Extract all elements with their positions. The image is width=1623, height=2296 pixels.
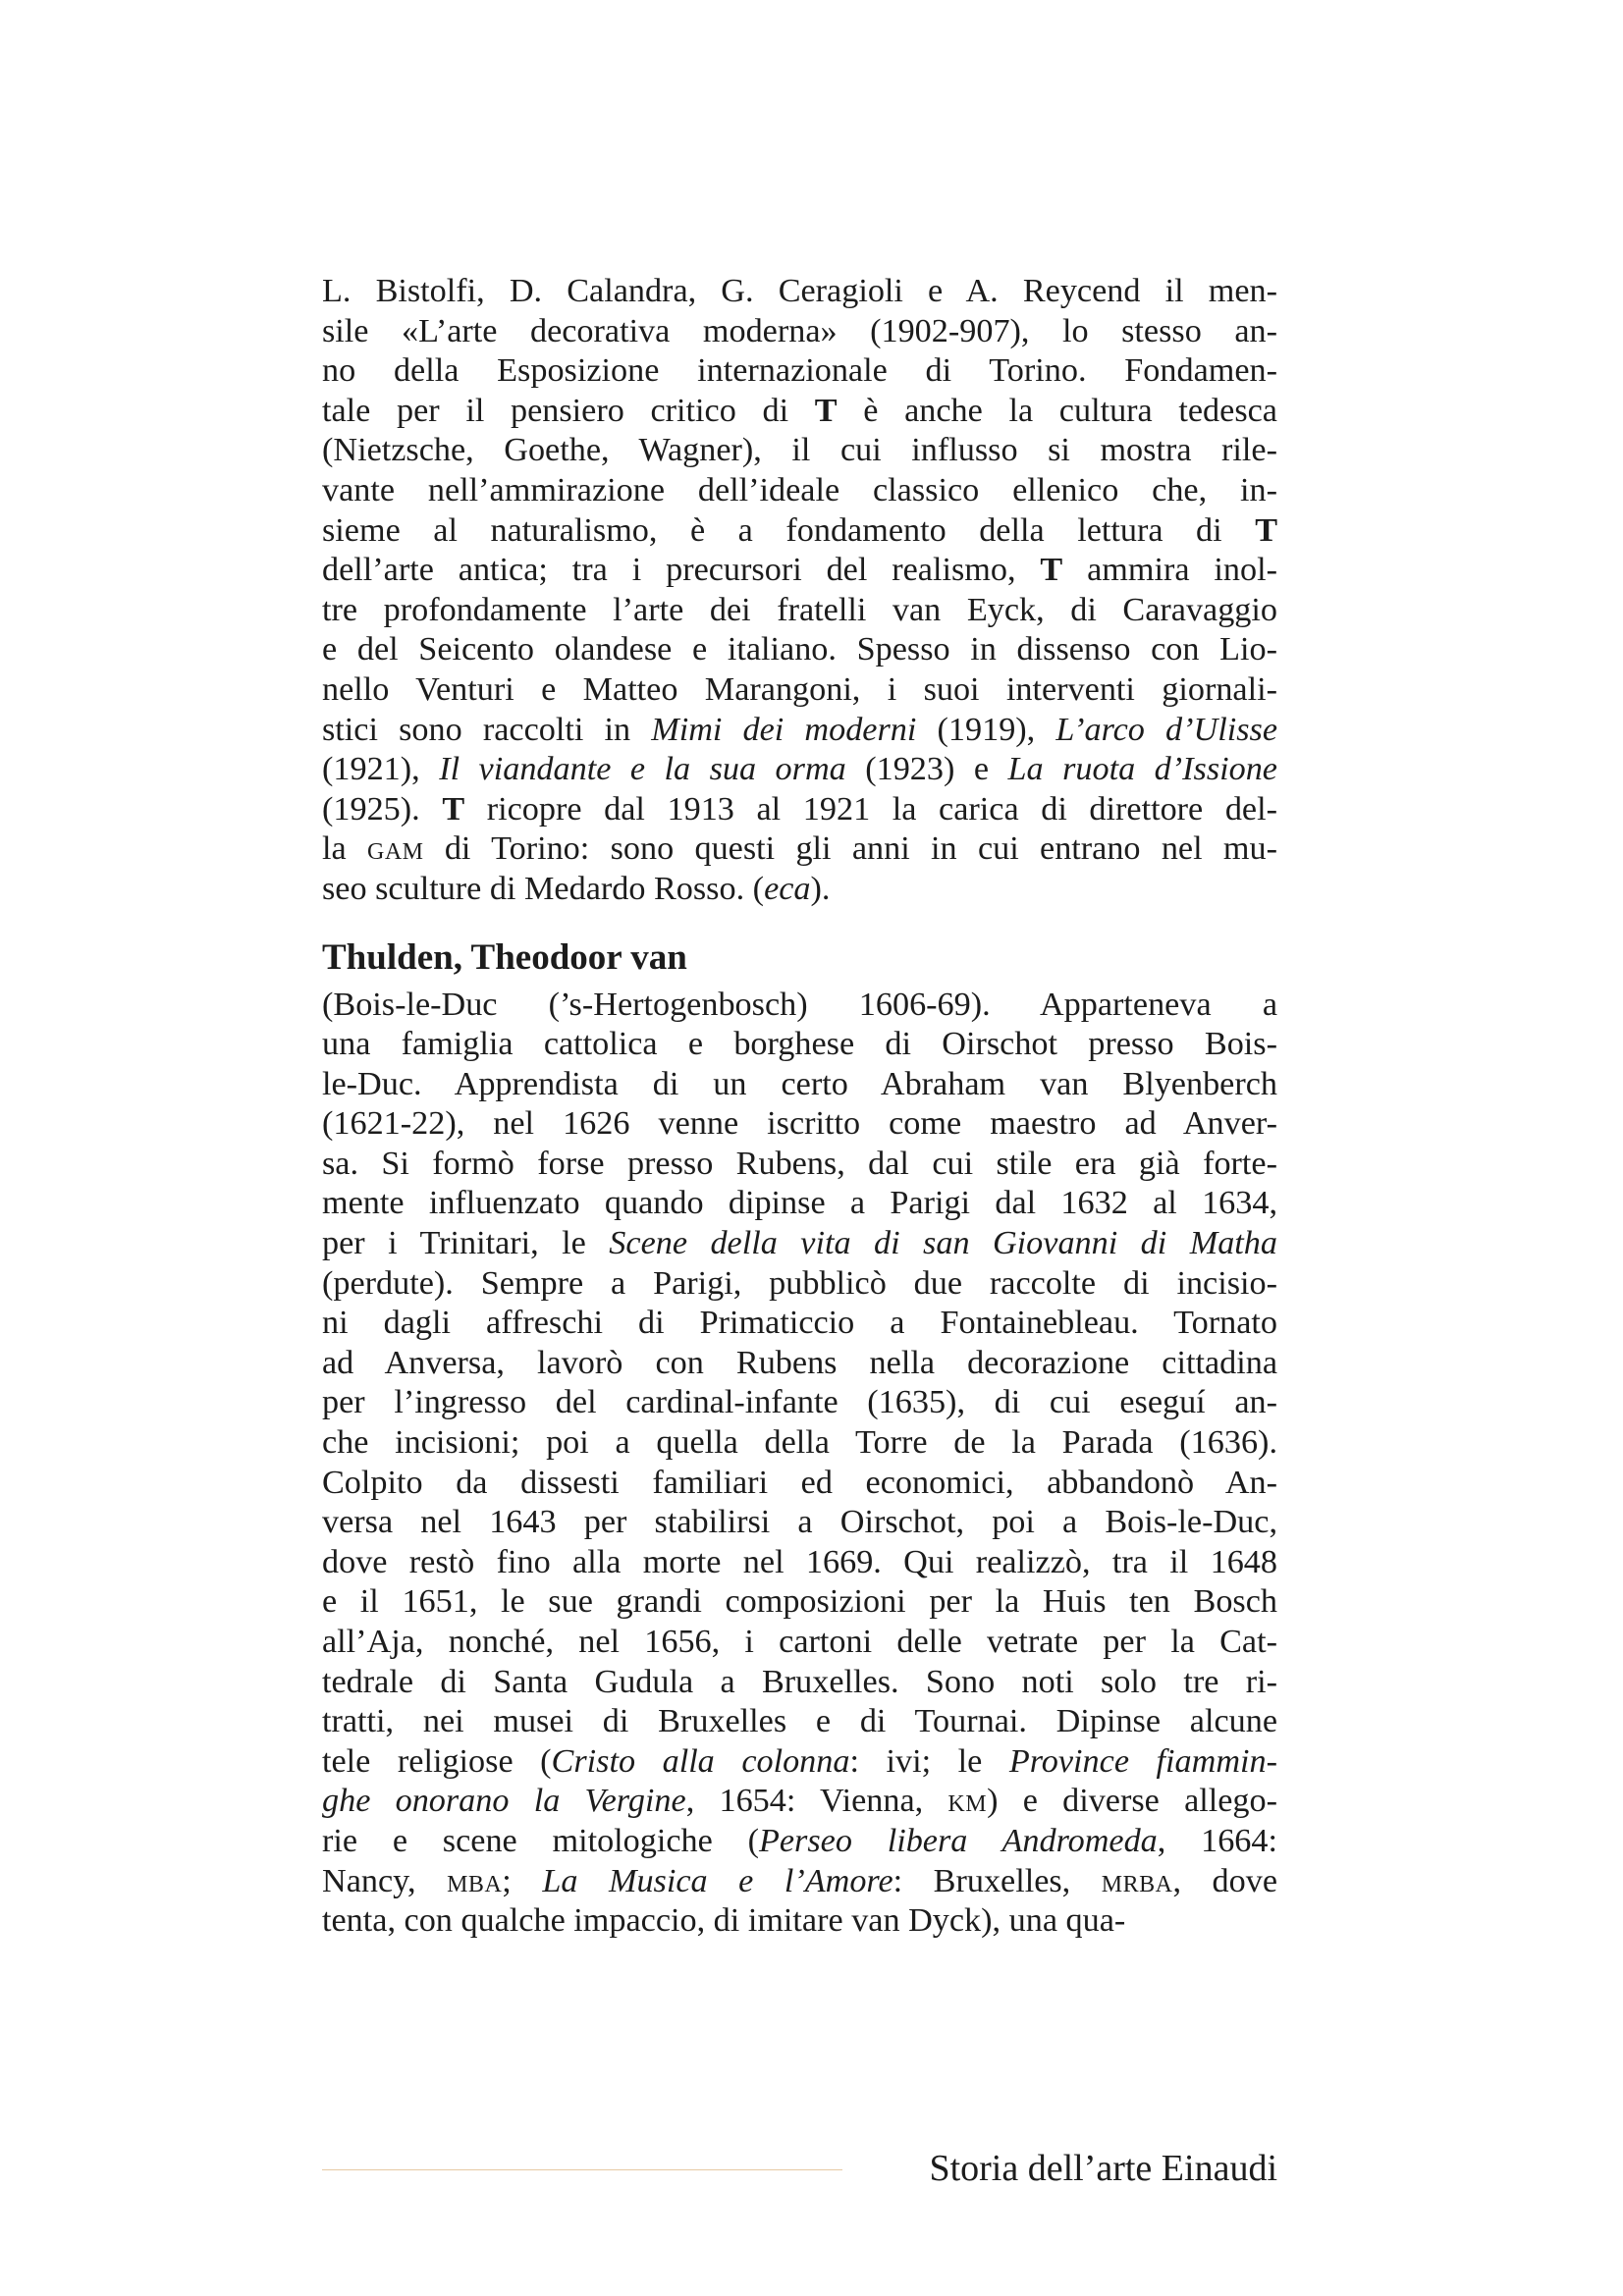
entry-line: ni dagli affreschi di Primaticcio a Fontainebleau. Tornato (322, 1305, 1277, 1342)
italic-title: Province fiammin- (1008, 1742, 1277, 1780)
continued-line: tale per il pensiero critico di T è anche la cultura tedesca (322, 392, 1277, 429)
continued-line: sieme al naturalismo, è a fondamento della lettura di T (322, 511, 1277, 549)
bold-text: T (442, 790, 465, 828)
continued-line: la gam di Torino: sono questi gli anni in cui entrano nel mu- (322, 830, 1277, 868)
entry-line: per l’ingresso del cardinal-infante (1635), di cui eseguí an- (322, 1384, 1277, 1421)
continued-line: stici sono raccolti in Mimi dei moderni (1919), L’arco d’Ulisse (322, 711, 1277, 748)
bold-text: T (1040, 552, 1063, 589)
entry-line: Nancy, mba; La Musica e l’Amore: Bruxelles, mrba, dove (322, 1862, 1277, 1899)
entry-line: e il 1651, le sue grandi composizioni per la Huis ten Bosch (322, 1583, 1277, 1621)
continued-entry-text (322, 272, 1277, 910)
continued-line: tre profondamente l’arte dei fratelli van Eyck, di Caravaggio (322, 591, 1277, 628)
footer-rule (322, 2169, 842, 2170)
entry-line: Colpito da dissesti familiari ed economici, abbandonò An- (322, 1464, 1277, 1501)
italic-title: Cristo alla colonna (551, 1742, 850, 1780)
continued-line: (1925). T ricopre dal 1913 al 1921 la carica di direttore del- (322, 790, 1277, 828)
entry-line: mente influenzato quando dipinse a Parigi dal 1632 al 1634, (322, 1185, 1277, 1222)
entry-line: sa. Si formò forse presso Rubens, dal cui stile era già forte- (322, 1145, 1277, 1182)
abbreviation: mrba (1101, 1862, 1173, 1899)
abbreviation: km (947, 1783, 988, 1820)
entry-heading: Thulden, Theodoor van (322, 936, 687, 978)
entry-line: tele religiose (Cristo alla colonna: ivi; le Province fiammin- (322, 1742, 1277, 1780)
italic-title: Il viandante e la sua orma (439, 751, 846, 788)
italic-title: ghe onorano la Vergine (322, 1783, 686, 1820)
italic-title: Mimi dei moderni (651, 711, 917, 748)
entry-text (322, 986, 1277, 1942)
entry-line: (perdute). Sempre a Parigi, pubblicò due raccolte di incisio- (322, 1264, 1277, 1302)
entry-line: dove restò fino alla morte nel 1669. Qui realizzò, tra il 1648 (322, 1543, 1277, 1580)
footer-title: Storia dell’arte Einaudi (929, 2148, 1277, 2189)
italic-title: eca (764, 870, 811, 907)
entry-line: una famiglia cattolica e borghese di Oirschot presso Bois- (322, 1026, 1277, 1063)
italic-title: Scene della vita di san Giovanni di Matha (609, 1225, 1277, 1262)
entry-line: tedrale di Santa Gudula a Bruxelles. Sono noti solo tre ri- (322, 1663, 1277, 1700)
entry-line: versa nel 1643 per stabilirsi a Oirschot, poi a Bois-le-Duc, (322, 1504, 1277, 1541)
italic-title: La ruota d’Issione (1007, 751, 1277, 788)
abbreviation: mba (447, 1862, 503, 1899)
continued-line: seo sculture di Medardo Rosso. (eca). (322, 870, 831, 907)
continued-line: dell’arte antica; tra i precursori del realismo, T ammira inol- (322, 552, 1277, 589)
bold-text: T (1255, 511, 1277, 549)
continued-line: L. Bistolfi, D. Calandra, G. Ceragioli e A. Reycend il men- (322, 273, 1277, 309)
bold-text: T (814, 392, 838, 429)
italic-title: Perseo libera Andromeda (758, 1822, 1158, 1859)
entry-line: (1621-22), nel 1626 venne iscritto come maestro ad Anver- (322, 1105, 1277, 1143)
entry-line: (Bois-le-Duc (’s-Hertogenbosch) 1606-69). Apparteneva a (322, 986, 1277, 1023)
entry-line: per i Trinitari, le Scene della vita di san Giovanni di Matha (322, 1225, 1277, 1262)
italic-title: La Musica e l’Amore (542, 1862, 893, 1899)
entry-line: tratti, nei musei di Bruxelles e di Tournai. Dipinse alcune (322, 1703, 1277, 1740)
continued-line: (1921), Il viandante e la sua orma (1923) e La ruota d’Issione (322, 751, 1277, 788)
entry-line: ghe onorano la Vergine, 1654: Vienna, km) e diverse allego- (322, 1783, 1277, 1820)
entry-line: ad Anversa, lavorò con Rubens nella decorazione cittadina (322, 1344, 1277, 1381)
entry-line: che incisioni; poi a quella della Torre de la Parada (1636). (322, 1424, 1277, 1462)
continued-line: (Nietzsche, Goethe, Wagner), il cui influsso si mostra rile- (322, 432, 1277, 469)
entry-line: all’Aja, nonché, nel 1656, i cartoni delle vetrate per la Cat- (322, 1624, 1277, 1660)
continued-line: nello Venturi e Matteo Marangoni, i suoi interventi giornali- (322, 670, 1277, 708)
continued-line: sile «L’arte decorativa moderna» (1902-907), lo stesso an- (322, 312, 1277, 349)
entry-line: rie e scene mitologiche (Perseo libera Andromeda, 1664: (322, 1822, 1277, 1859)
continued-line: vante nell’ammirazione dell’ideale classico ellenico che, in- (322, 471, 1277, 508)
entry-line: le-Duc. Apprendista di un certo Abraham van Blyenberch (322, 1065, 1277, 1102)
continued-line: e del Seicento olandese e italiano. Spesso in dissenso con Lio- (322, 631, 1277, 668)
abbreviation: gam (367, 830, 424, 868)
italic-title: L’arco d’Ulisse (1055, 711, 1277, 748)
page-body (322, 272, 1277, 1942)
entry-line: tenta, con qualche impaccio, di imitare van Dyck), una qua- (322, 1902, 1126, 1940)
continued-line: no della Esposizione internazionale di Torino. Fondamen- (322, 352, 1277, 390)
